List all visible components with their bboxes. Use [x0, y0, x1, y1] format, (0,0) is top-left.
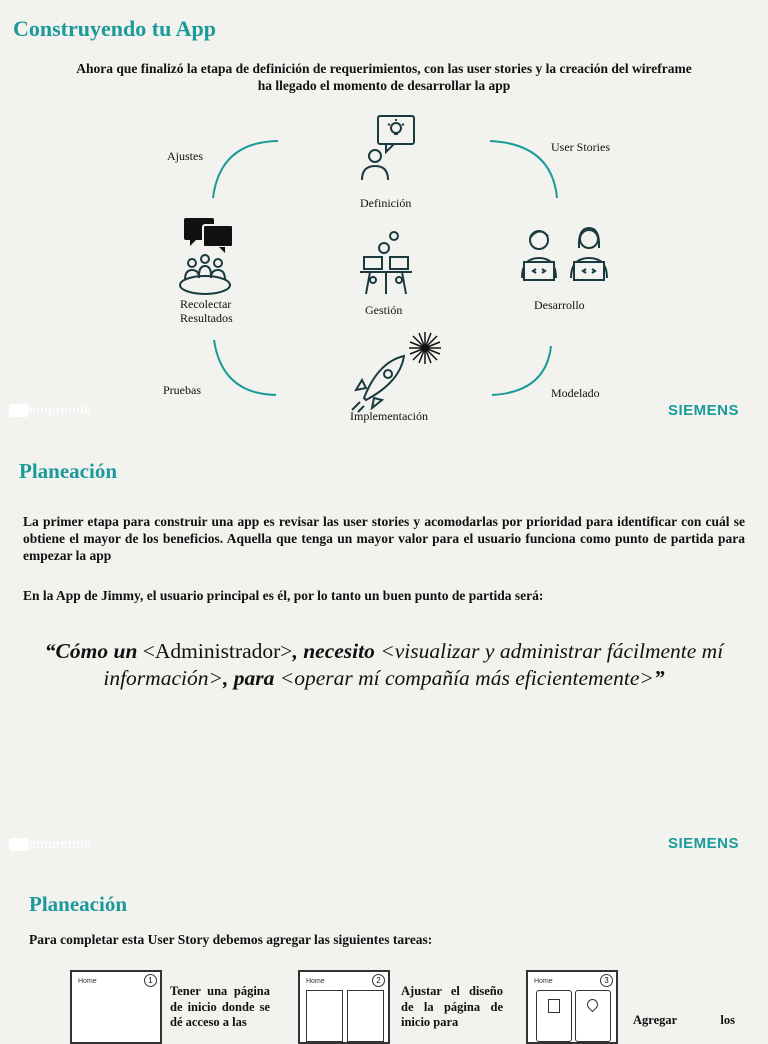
wireframe-2-panel-left	[306, 990, 343, 1042]
task-1-text: Tener una página de inicio donde se dé acceso a las	[170, 984, 270, 1029]
arc-bottom-right	[492, 346, 551, 395]
fireworks-icon	[409, 332, 441, 364]
arc-bottom-left	[214, 340, 276, 395]
emprende-logo-2: emprende	[9, 836, 91, 851]
slide1-intro-line1: Ahora que finalizó la etapa de definición de requerimientos, con las user stories y la creación del wireframe	[76, 61, 692, 76]
collect-results-icon	[180, 218, 233, 294]
label-implementacion: Implementación	[350, 409, 428, 423]
slide1-intro-line2: ha llegado el momento de desarrollar la app	[257, 78, 511, 93]
step-number-1: 1	[144, 974, 157, 987]
siemens-logo-2: SIEMENS	[668, 835, 740, 852]
implementation-icon	[352, 356, 404, 412]
arc-top-right	[490, 141, 557, 198]
development-icon	[522, 228, 607, 280]
task-3-text: Agregar los	[633, 1013, 735, 1027]
wireframe-1: Home 1	[70, 970, 162, 1044]
wireframe-2-panel-right	[347, 990, 384, 1042]
label-desarrollo: Desarrollo	[534, 298, 585, 312]
label-modelado: Modelado	[551, 386, 600, 400]
arc-top-left	[213, 141, 278, 198]
step-number-2: 2	[372, 974, 385, 987]
label-ajustes: Ajustes	[167, 149, 203, 163]
slide1-title: Construyendo tu App	[13, 16, 216, 41]
label-pruebas: Pruebas	[163, 383, 201, 397]
user-story-quote: “Cómo un <Administrador>, necesito <visualizar y administrar fácilmente mí información>, para <operar mí compañía más eficientemente>”	[44, 639, 724, 690]
definition-icon	[362, 116, 414, 180]
siemens-logo: SIEMENS	[668, 402, 740, 419]
slide3-title: Planeación	[29, 892, 127, 916]
document-icon	[548, 999, 560, 1013]
label-definicion: Definición	[360, 196, 412, 210]
wireframe-3: Home 3	[526, 970, 618, 1044]
wireframe-3-card-left	[536, 990, 572, 1042]
slide3-intro: Para completar esta User Story debemos agregar las siguientes tareas:	[29, 932, 433, 947]
step-number-3: 3	[600, 974, 613, 987]
label-resultados: Resultados	[180, 311, 233, 325]
cycle-diagram	[0, 100, 768, 430]
task-2-text: Ajustar el diseño de la página de inicio para	[401, 984, 503, 1029]
label-gestion: Gestión	[365, 303, 403, 317]
slide2-paragraph-2: En la App de Jimmy, el usuario principal es él, por lo tanto un buen punto de partida será:	[23, 588, 544, 603]
location-pin-icon	[585, 997, 601, 1013]
label-recolectar: Recolectar	[180, 297, 232, 311]
wireframe-3-card-right	[575, 990, 611, 1042]
management-icon	[360, 232, 412, 294]
wireframe-2: Home 2	[298, 970, 390, 1044]
slide2-paragraph-1: La primer etapa para construir una app es revisar las user stories y acomodarlas por prioridad para identificar con cuál se obtiene el mayor de los beneficios. Aquella que tenga un mayor valor para el usuario funciona como punto de partida para empezar la app	[23, 514, 745, 563]
emprende-logo: emprende	[9, 402, 91, 417]
slide2-title: Planeación	[19, 459, 117, 483]
label-user-stories: User Stories	[551, 140, 610, 154]
